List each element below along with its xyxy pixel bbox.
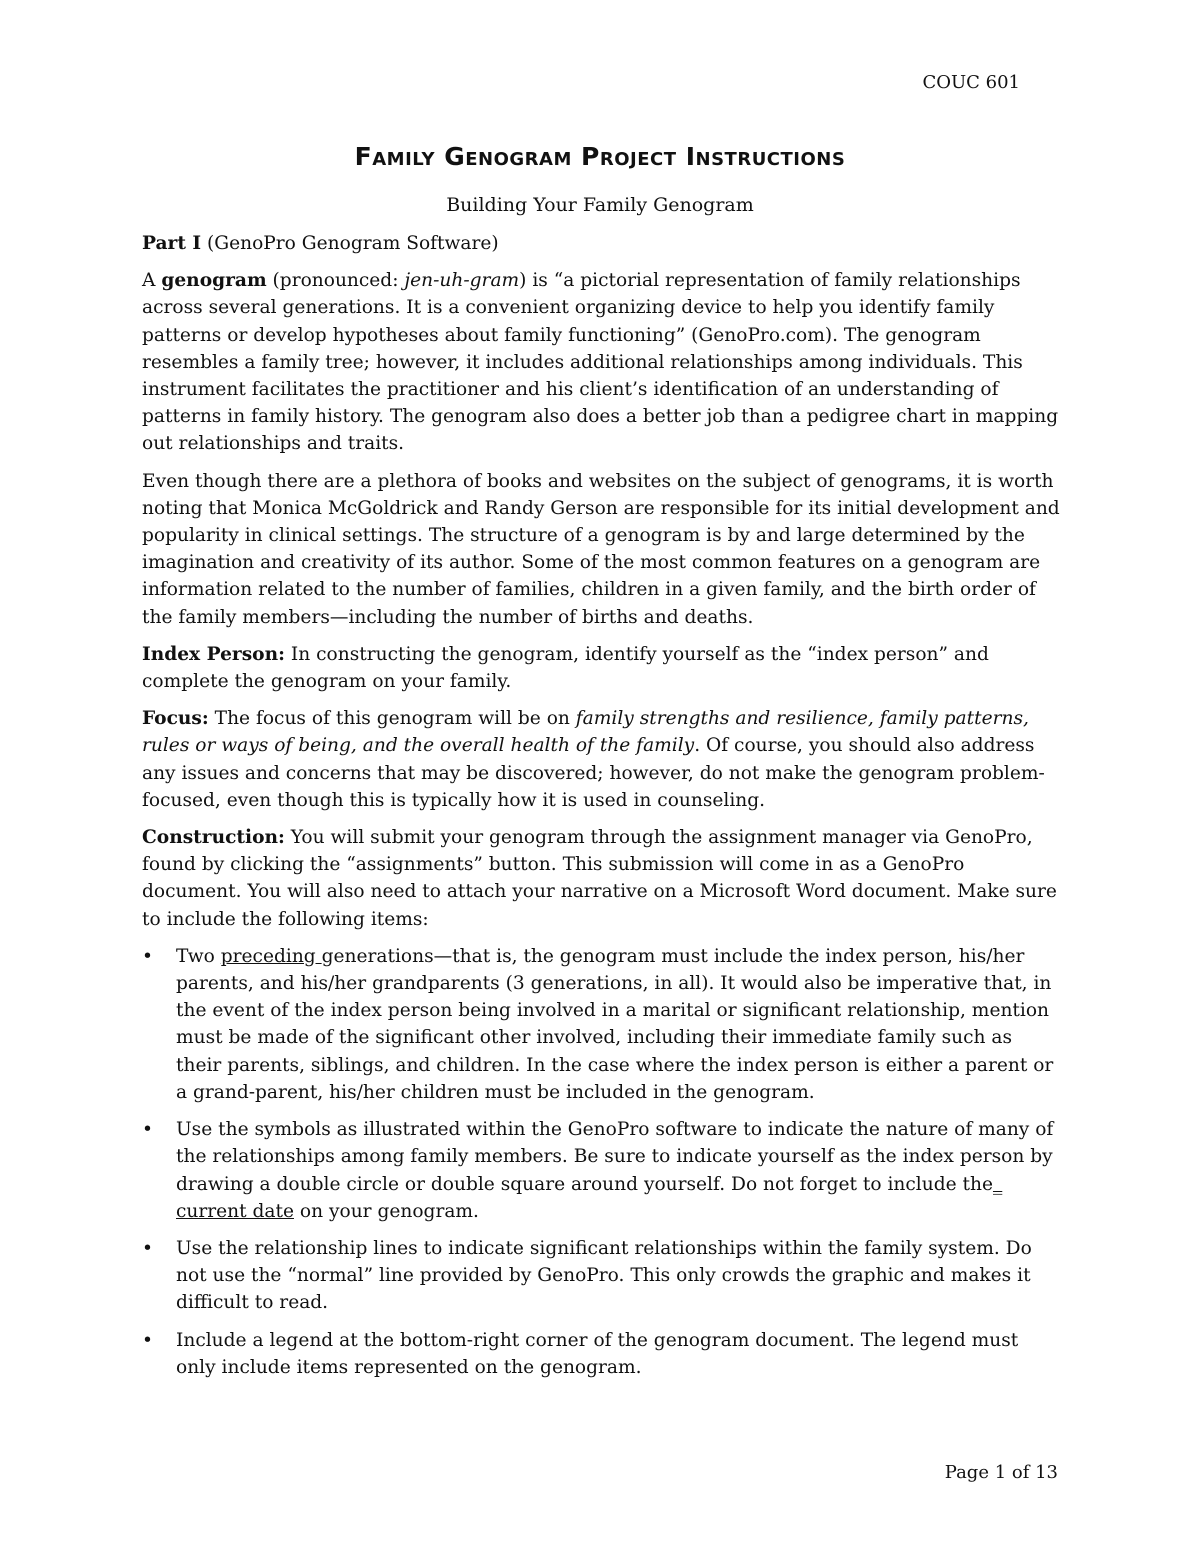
genogram-term: genogram xyxy=(161,270,267,292)
bullet-2-text-post: on your genogram. xyxy=(294,1200,479,1222)
construction-text: You will submit your genogram through the assignment manager via GenoPro, found by clicking the “assignments” button. This submission will come in as a GenoPro document. You will also need to attach your narrative on a Microsoft Word document. Make sure to include the following items: xyxy=(142,827,1057,930)
requirements-list xyxy=(142,943,1062,1381)
index-person-label: Index Person: xyxy=(142,643,285,665)
construction-label: Construction: xyxy=(142,827,285,849)
bullet-icon: • xyxy=(142,945,153,967)
focus-text-pre: The focus of this genogram will be on xyxy=(208,708,576,730)
focus-text-post: . Of course, you should also address any issues and concerns that may be discovered; however, do not make the genogram problem-focused, even though this is typically how it is used in counseling. xyxy=(142,735,1045,811)
part-description: (GenoPro Genogram Software) xyxy=(201,233,499,254)
bullet-icon: • xyxy=(142,1237,153,1259)
list-item xyxy=(142,1116,1062,1225)
document-title: Family Genogram Project Instructions xyxy=(354,142,846,171)
focus-label: Focus: xyxy=(142,708,209,730)
bullet-2-underline: _ current date xyxy=(176,1173,1003,1222)
page-number: Page 1 of 13 xyxy=(944,1462,1058,1483)
course-code: COUC 601 xyxy=(922,72,1020,93)
list-item xyxy=(142,1235,1062,1317)
bullet-1-text-post: generations—that is, the genogram must include the index person, his/her parents, and his/her grandparents (3 generations, in all). It would also be imperative that, in the event of the index person being involved in a marital or significant relationship, mention must be made of the significant other involved, including their immediate family such as their parents, siblings, and children. In the case where the index person is either a parent or a grand-parent, his/her children must be included in the genogram. xyxy=(176,945,1054,1103)
focus-paragraph xyxy=(142,705,1062,814)
list-item xyxy=(142,1327,1062,1381)
document-body xyxy=(142,230,1062,1391)
bullet-1-text-pre: Two xyxy=(176,945,221,967)
bullet-2-text-pre: Use the symbols as illustrated within the GenoPro software to indicate the nature of many of the relationships among family members. Be sure to indicate yourself as the index person by drawing a double circle or double square around yourself. Do not forget to include the xyxy=(176,1119,1054,1195)
intro-text: ) is “a pictorial representation of family relationships across several generations. It is a convenient organizing device to help you identify family patterns or develop hypotheses about family functioning” (GenoPro.com). The genogram resembles a family tree; however, it includes additional relationships among individuals. This instrument facilitates the practitioner and his client’s identification of an understanding of patterns in family history. The genogram also does a better job than a pedigree chart in mapping out relationships and traits. xyxy=(142,270,1059,455)
pronunciation-prefix: (pronounced: xyxy=(266,270,405,292)
intro-paragraph xyxy=(142,267,1062,457)
document-subtitle: Building Your Family Genogram xyxy=(446,194,754,216)
index-person-paragraph xyxy=(142,641,1062,695)
history-paragraph: Even though there are a plethora of books and websites on the subject of genograms, it is worth noting that Monica McGoldrick and Randy Gerson are responsible for its initial development and popularity in clinical settings. The structure of a genogram is by and large determined by the imagination and creativity of its author. Some of the most common features on a genogram are information related to the number of families, children in a given family, and the birth order of the family members—including the number of births and deaths. xyxy=(142,470,1060,628)
pronunciation: jen-uh-gram xyxy=(404,270,520,292)
list-item xyxy=(142,943,1062,1106)
focus-emphasis: family strengths and resilience, family patterns, rules or ways of being, and the overall health of the family xyxy=(142,708,1029,757)
bullet-icon: • xyxy=(142,1119,153,1141)
part-label: Part I xyxy=(142,233,202,254)
bullet-icon: • xyxy=(142,1329,153,1351)
bullet-4-text: Include a legend at the bottom-right corner of the genogram document. The legend must only include items represented on the genogram. xyxy=(176,1329,1019,1378)
part-heading xyxy=(142,230,1062,257)
bullet-3-text: Use the relationship lines to indicate significant relationships within the family system. Do not use the “normal” line provided by GenoPro. This only crowds the graphic and makes it difficult to read. xyxy=(176,1237,1032,1314)
construction-paragraph xyxy=(142,824,1062,933)
index-person-text: In constructing the genogram, identify yourself as the “index person” and complete the genogram on your family. xyxy=(142,643,989,693)
bullet-1-underline: preceding xyxy=(220,945,322,967)
intro-article: A xyxy=(142,270,162,292)
